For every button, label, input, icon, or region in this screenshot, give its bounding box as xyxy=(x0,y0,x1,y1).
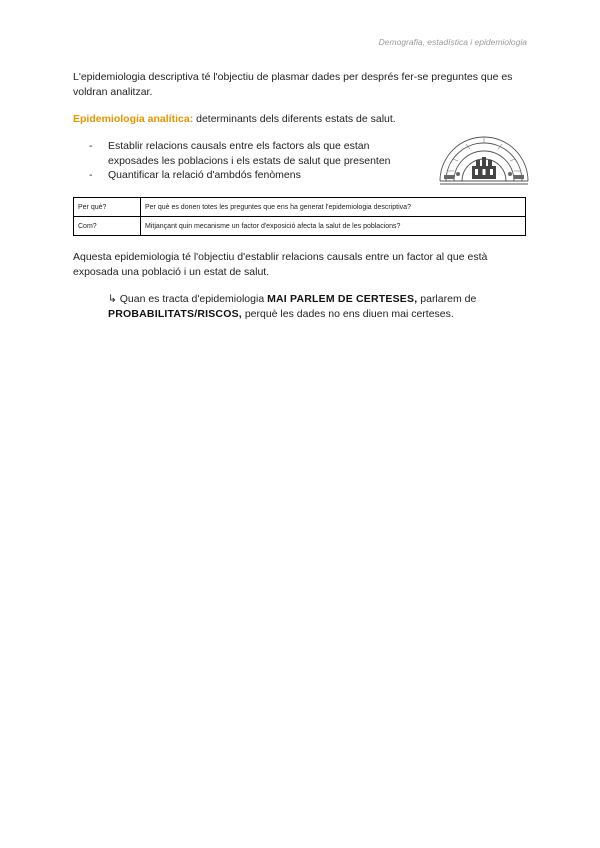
bullet-item: - Establir relacions causals entre els factors als que estan exposades les poblacions i els estats de salut que presenten xyxy=(89,139,399,168)
bullet-item: - Quantificar la relació d'ambdós fenòmens xyxy=(89,168,399,183)
analytic-text: determinants dels diferents estats de salut. xyxy=(193,113,396,125)
table-cell-question: Per què? xyxy=(74,198,141,217)
institution-seal-image xyxy=(436,111,532,187)
note-post: perquè les dades no ens diuen mai certeses. xyxy=(241,308,454,320)
table-row xyxy=(74,217,526,236)
note-line xyxy=(108,292,528,322)
page-header: Demografia, estadística i epidemiologia xyxy=(378,37,527,47)
intro-paragraph: L'epidemiologia descriptiva té l'objectiu de plasmar dades per després fer-se preguntes que es voldran analitzar. xyxy=(73,71,513,98)
table-row xyxy=(74,198,526,217)
analytic-heading: Epidemiologia analítica: xyxy=(73,113,194,125)
table-cell-question: Com? xyxy=(74,217,141,236)
table-cell-answer: Mitjançant quin mecanisme un factor d'exposició afecta la salut de les poblacions? xyxy=(141,217,526,236)
bullet-list xyxy=(89,139,399,183)
questions-table xyxy=(73,197,526,236)
arrow-icon: ↳ xyxy=(108,293,117,305)
table-cell-answer: Per què es donen totes les preguntes que ens ha generat l'epidemiologia descriptiva? xyxy=(141,198,526,217)
note-bold-certainties: MAI PARLEM DE CERTESES, xyxy=(267,293,418,305)
note-mid: parlarem de xyxy=(417,293,477,305)
note-pre: Quan es tracta d'epidemiologia xyxy=(116,293,268,305)
conclusion-paragraph: Aquesta epidemiologia té l'objectiu d'establir relacions causals entre un factor al que està exposada una població i un estat de salut. xyxy=(73,251,488,278)
note-bold-probabilities: PROBABILITATS/RISCOS, xyxy=(108,308,242,320)
